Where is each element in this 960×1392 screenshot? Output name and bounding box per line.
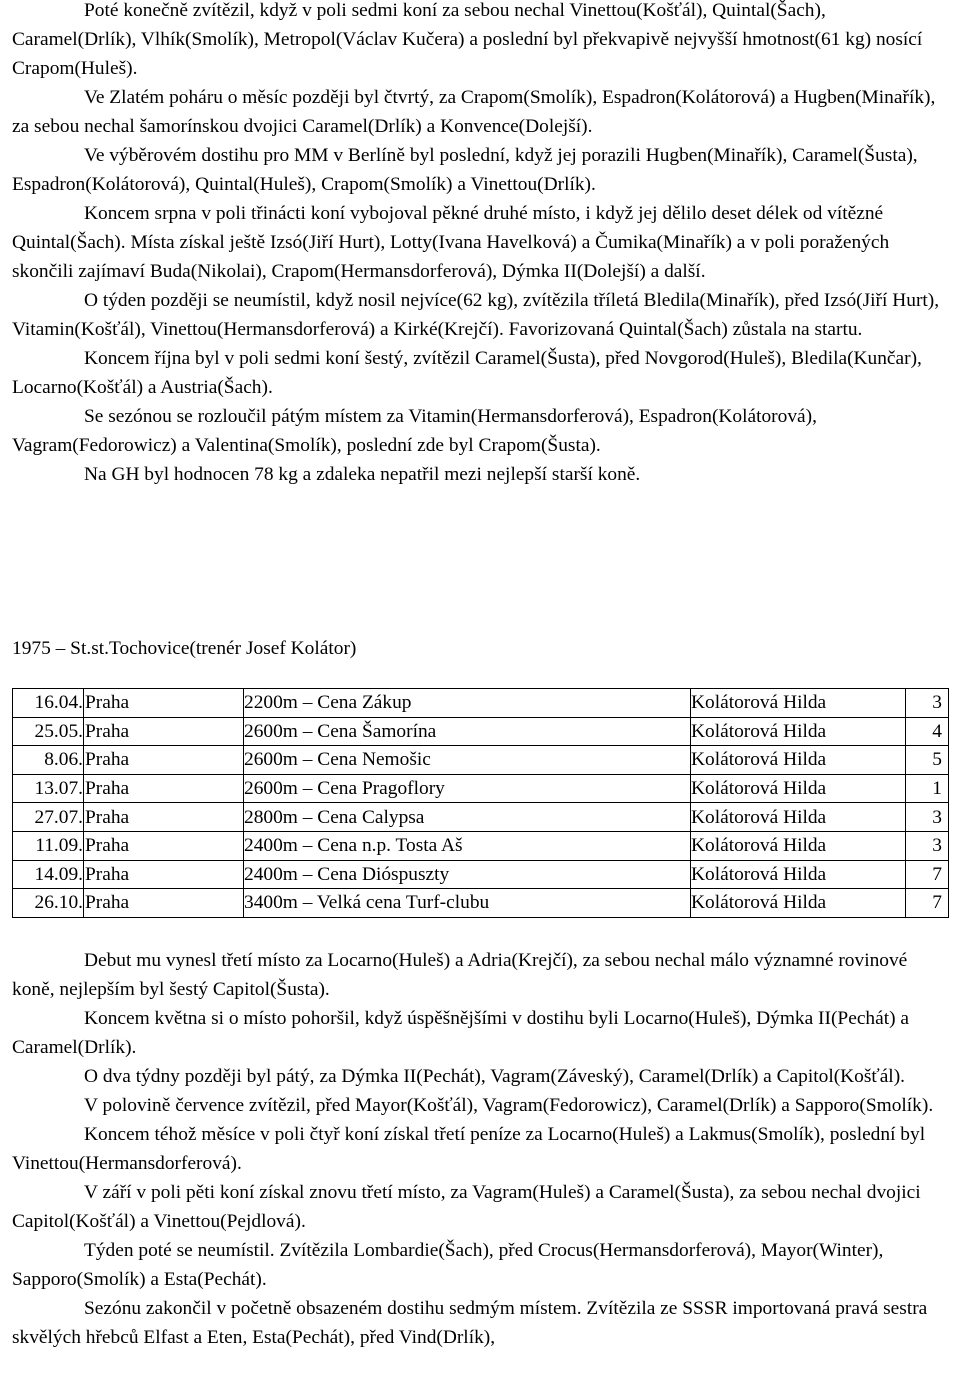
race-position: 7 xyxy=(906,860,949,889)
table-row xyxy=(13,717,949,746)
race-date: 16.04. xyxy=(13,689,84,718)
race-place: Praha xyxy=(84,803,244,832)
table-row xyxy=(13,831,949,860)
race-place: Praha xyxy=(84,774,244,803)
race-date: 14.09. xyxy=(13,860,84,889)
race-place: Praha xyxy=(84,860,244,889)
race-date: 25.05. xyxy=(13,717,84,746)
race-date: 13.07. xyxy=(13,774,84,803)
race-position: 3 xyxy=(906,689,949,718)
paragraph: Ve Zlatém poháru o měsíc později byl čtvrtý, za Crapom(Smolík), Espadron(Kolátorová) a Hugben(Minařík), za sebou nechal šamorínskou dvojici Caramel(Drlík) a Konvence(Dolejší). xyxy=(12,87,936,137)
race-jockey: Kolátorová Hilda xyxy=(691,860,906,889)
race-jockey: Kolátorová Hilda xyxy=(691,746,906,775)
race-position: 3 xyxy=(906,803,949,832)
race-name: 2800m – Cena Calypsa xyxy=(244,803,691,832)
race-place: Praha xyxy=(84,689,244,718)
bottom-text-block xyxy=(12,946,948,1352)
race-place: Praha xyxy=(84,717,244,746)
race-name: 3400m – Velká cena Turf-clubu xyxy=(244,889,691,918)
race-name: 2600m – Cena Nemošic xyxy=(244,746,691,775)
paragraph: Týden poté se neumístil. Zvítězila Lombardie(Šach), před Crocus(Hermansdorferová), Mayor(Winter), Sapporo(Smolík) a Esta(Pechát). xyxy=(12,1240,884,1290)
paragraph: Koncem října byl v poli sedmi koní šestý, zvítězil Caramel(Šusta), před Novgorod(Huleš), Bledila(Kunčar), Locarno(Košťál) a Austria(Šach). xyxy=(12,348,922,398)
paragraph: Poté konečně zvítězil, když v poli sedmi koní za sebou nechal Vinettou(Košťál), Quintal(Šach), Caramel(Drlík), Vlhík(Smolík), Metropol(Václav Kučera) a poslední byl překvapivě nejvyšší hmotnost(61 kg) nosící Crapom(Huleš). xyxy=(12,0,923,79)
table-row xyxy=(13,860,949,889)
race-jockey: Kolátorová Hilda xyxy=(691,803,906,832)
race-results-table xyxy=(12,688,949,918)
season-heading: 1975 – St.st.Tochovice(trenér Josef Kolátor) xyxy=(12,638,357,659)
race-name: 2400m – Cena n.p. Tosta Aš xyxy=(244,831,691,860)
paragraph: O dva týdny později byl pátý, za Dýmka II(Pechát), Vagram(Záveský), Caramel(Drlík) a Capitol(Košťál). xyxy=(84,1066,905,1087)
race-position: 4 xyxy=(906,717,949,746)
race-name: 2200m – Cena Zákup xyxy=(244,689,691,718)
race-position: 5 xyxy=(906,746,949,775)
paragraph: Koncem téhož měsíce v poli čtyř koní získal třetí peníze za Locarno(Huleš) a Lakmus(Smolík), poslední byl Vinettou(Hermansdorferová). xyxy=(12,1124,926,1174)
paragraph: Koncem května si o místo pohoršil, když úspěšnějšími v dostihu byli Locarno(Huleš), Dýmka II(Pechát) a Caramel(Drlík). xyxy=(12,1008,910,1058)
race-date: 11.09. xyxy=(13,831,84,860)
race-place: Praha xyxy=(84,746,244,775)
top-text-block xyxy=(12,0,948,489)
paragraph: Koncem srpna v poli třinácti koní vybojoval pěkné druhé místo, i když jej dělilo deset délek od vítězné Quintal(Šach). Místa získal ještě Izsó(Jiří Hurt), Lotty(Ivana Havelková) a Čumika(Minařík) a v poli poražených skončili zajímaví Buda(Nikolai), Crapom(Hermansdorferová), Dýmka II(Dolejší) a další. xyxy=(12,203,890,282)
race-jockey: Kolátorová Hilda xyxy=(691,717,906,746)
table-row xyxy=(13,689,949,718)
paragraph: Ve výběrovém dostihu pro MM v Berlíně byl poslední, když jej porazili Hugben(Minařík), Caramel(Šusta), Espadron(Kolátorová), Quintal(Huleš), Crapom(Smolík) a Vinettou(Drlík). xyxy=(12,145,918,195)
table-row xyxy=(13,774,949,803)
race-position: 3 xyxy=(906,831,949,860)
paragraph: Se sezónou se rozloučil pátým místem za Vitamin(Hermansdorferová), Espadron(Kolátorová), Vagram(Fedorowicz) a Valentina(Smolík), poslední zde byl Crapom(Šusta). xyxy=(12,406,817,456)
race-position: 7 xyxy=(906,889,949,918)
race-name: 2600m – Cena Šamorína xyxy=(244,717,691,746)
race-position: 1 xyxy=(906,774,949,803)
table-row xyxy=(13,746,949,775)
race-name: 2600m – Cena Pragoflory xyxy=(244,774,691,803)
race-jockey: Kolátorová Hilda xyxy=(691,689,906,718)
paragraph: O týden později se neumístil, když nosil nejvíce(62 kg), zvítězila tříletá Bledila(Minařík), před Izsó(Jiří Hurt), Vitamin(Košťál), Vinettou(Hermansdorferová) a Kirké(Krejčí). Favorizovaná Quintal(Šach) zůstala na startu. xyxy=(12,290,940,340)
table-row xyxy=(13,889,949,918)
race-name: 2400m – Cena Dióspuszty xyxy=(244,860,691,889)
race-jockey: Kolátorová Hilda xyxy=(691,774,906,803)
paragraph: Na GH byl hodnocen 78 kg a zdaleka nepatřil mezi nejlepší starší koně. xyxy=(84,464,641,485)
race-jockey: Kolátorová Hilda xyxy=(691,831,906,860)
race-place: Praha xyxy=(84,889,244,918)
race-date: 8.06. xyxy=(13,746,84,775)
race-jockey: Kolátorová Hilda xyxy=(691,889,906,918)
paragraph: Sezónu zakončil v početně obsazeném dostihu sedmým místem. Zvítězila ze SSSR importovaná pravá sestra skvělých hřebců Elfast a Eten, Esta(Pechát), před Vind(Drlík), xyxy=(12,1298,928,1348)
paragraph: V polovině července zvítězil, před Mayor(Košťál), Vagram(Fedorowicz), Caramel(Drlík) a Sapporo(Smolík). xyxy=(84,1095,934,1116)
race-place: Praha xyxy=(84,831,244,860)
table-row xyxy=(13,803,949,832)
race-date: 27.07. xyxy=(13,803,84,832)
race-date: 26.10. xyxy=(13,889,84,918)
paragraph: Debut mu vynesl třetí místo za Locarno(Huleš) a Adria(Krejčí), za sebou nechal málo významné rovinové koně, nejlepším byl šestý Capitol(Šusta). xyxy=(12,950,908,1000)
paragraph: V září v poli pěti koní získal znovu třetí místo, za Vagram(Huleš) a Caramel(Šusta), za sebou nechal dvojici Capitol(Košťál) a Vinettou(Pejdlová). xyxy=(12,1182,921,1232)
